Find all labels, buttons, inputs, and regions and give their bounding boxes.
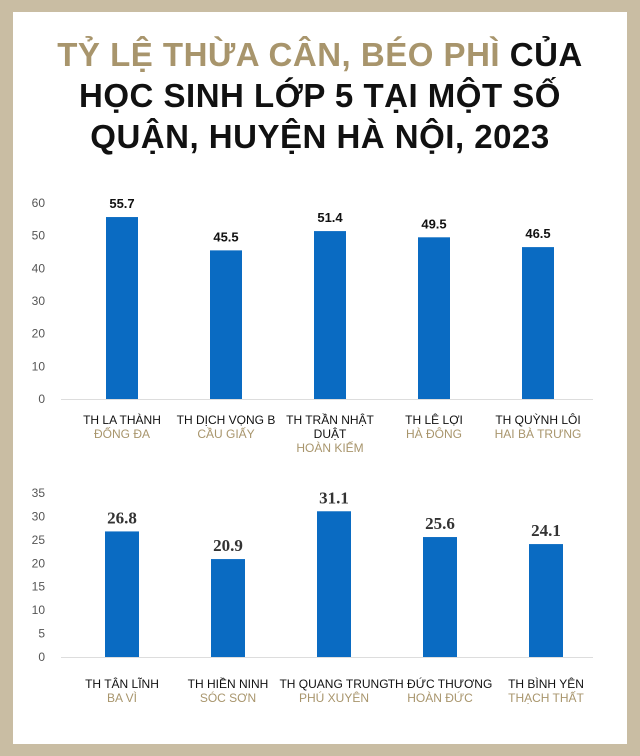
bar-value-label: 24.1 <box>531 521 561 541</box>
category-district-label: SÓC SƠN <box>199 691 257 705</box>
category-school-label: TH LÊ LỢI <box>405 413 463 427</box>
category-district-label: CẦU GIẤY <box>197 427 255 441</box>
category-school-label: TH DỊCH VỌNG B <box>176 413 276 427</box>
category-school-label: TH QUỲNH LÔI <box>495 413 581 427</box>
bar-value-label: 45.5 <box>213 229 239 245</box>
bar-value-label: 46.5 <box>525 226 551 242</box>
category-school-label: TH LA THÀNH <box>83 413 161 427</box>
bar <box>314 231 346 399</box>
bar <box>106 217 138 399</box>
y-tick-label: 60 <box>31 196 45 210</box>
title-line-1-rest: CỦA <box>509 36 583 73</box>
y-tick-label: 10 <box>31 603 45 618</box>
y-tick-label: 30 <box>31 294 45 308</box>
category-school-label: TH ĐỨC THƯƠNG <box>387 677 493 691</box>
bar-value-label: 25.6 <box>425 514 455 534</box>
bar-value-label: 49.5 <box>421 216 447 232</box>
y-tick-label: 10 <box>31 359 45 374</box>
y-tick-label: 20 <box>31 326 45 341</box>
category-school-label: DUẬT <box>313 427 347 441</box>
infographic-panel <box>13 12 627 744</box>
category-district-label: PHÚ XUYÊN <box>298 691 370 705</box>
category-school-label: TH TÂN LĨNH <box>85 677 159 691</box>
category-district-label: HOÀN KIẾM <box>296 441 364 455</box>
y-tick-label: 0 <box>38 650 45 664</box>
chart-bottom <box>32 486 593 705</box>
bar <box>418 237 450 399</box>
category-school-label: TH HIỀN NINH <box>187 677 269 691</box>
y-tick-label: 35 <box>31 486 45 500</box>
category-district-label: ĐỐNG ĐA <box>93 427 151 441</box>
bar <box>211 559 245 657</box>
bar-value-label: 55.7 <box>109 196 135 212</box>
chart-top <box>32 196 593 455</box>
category-school-label: TH BÌNH YÊN <box>508 677 584 691</box>
bar-value-label: 20.9 <box>213 536 243 556</box>
charts-svg <box>13 12 627 744</box>
bar <box>210 250 242 399</box>
category-district-label: HÀ ĐÔNG <box>405 427 463 441</box>
title-accent: TỶ LỆ THỪA CÂN, BÉO PHÌ <box>57 36 501 73</box>
bar <box>522 247 554 399</box>
y-tick-label: 5 <box>38 626 45 641</box>
title-line-3: QUẬN, HUYỆN HÀ NỘI, 2023 <box>90 118 550 155</box>
y-tick-label: 25 <box>31 532 45 547</box>
y-tick-label: 0 <box>38 392 45 406</box>
bar <box>317 511 351 657</box>
y-tick-label: 50 <box>31 228 45 243</box>
y-tick-label: 30 <box>31 509 45 524</box>
y-tick-label: 40 <box>31 261 45 276</box>
y-tick-label: 15 <box>31 579 45 594</box>
category-school-label: TH QUANG TRUNG <box>279 677 389 691</box>
bar-value-label: 26.8 <box>107 508 137 528</box>
bar <box>105 531 139 657</box>
category-district-label: THẠCH THẤT <box>508 691 584 705</box>
bar <box>529 544 563 657</box>
bar-value-label: 31.1 <box>319 488 349 508</box>
category-district-label: HOÀN ĐỨC <box>407 691 473 705</box>
y-tick-label: 20 <box>31 556 45 571</box>
bar-value-label: 51.4 <box>317 210 343 226</box>
category-school-label: TH TRẦN NHẬT <box>286 413 374 427</box>
title-line-2: HỌC SINH LỚP 5 TẠI MỘT SỐ <box>79 77 561 114</box>
category-district-label: HAI BÀ TRƯNG <box>494 427 582 441</box>
category-district-label: BA VÌ <box>106 691 138 705</box>
bar <box>423 537 457 657</box>
